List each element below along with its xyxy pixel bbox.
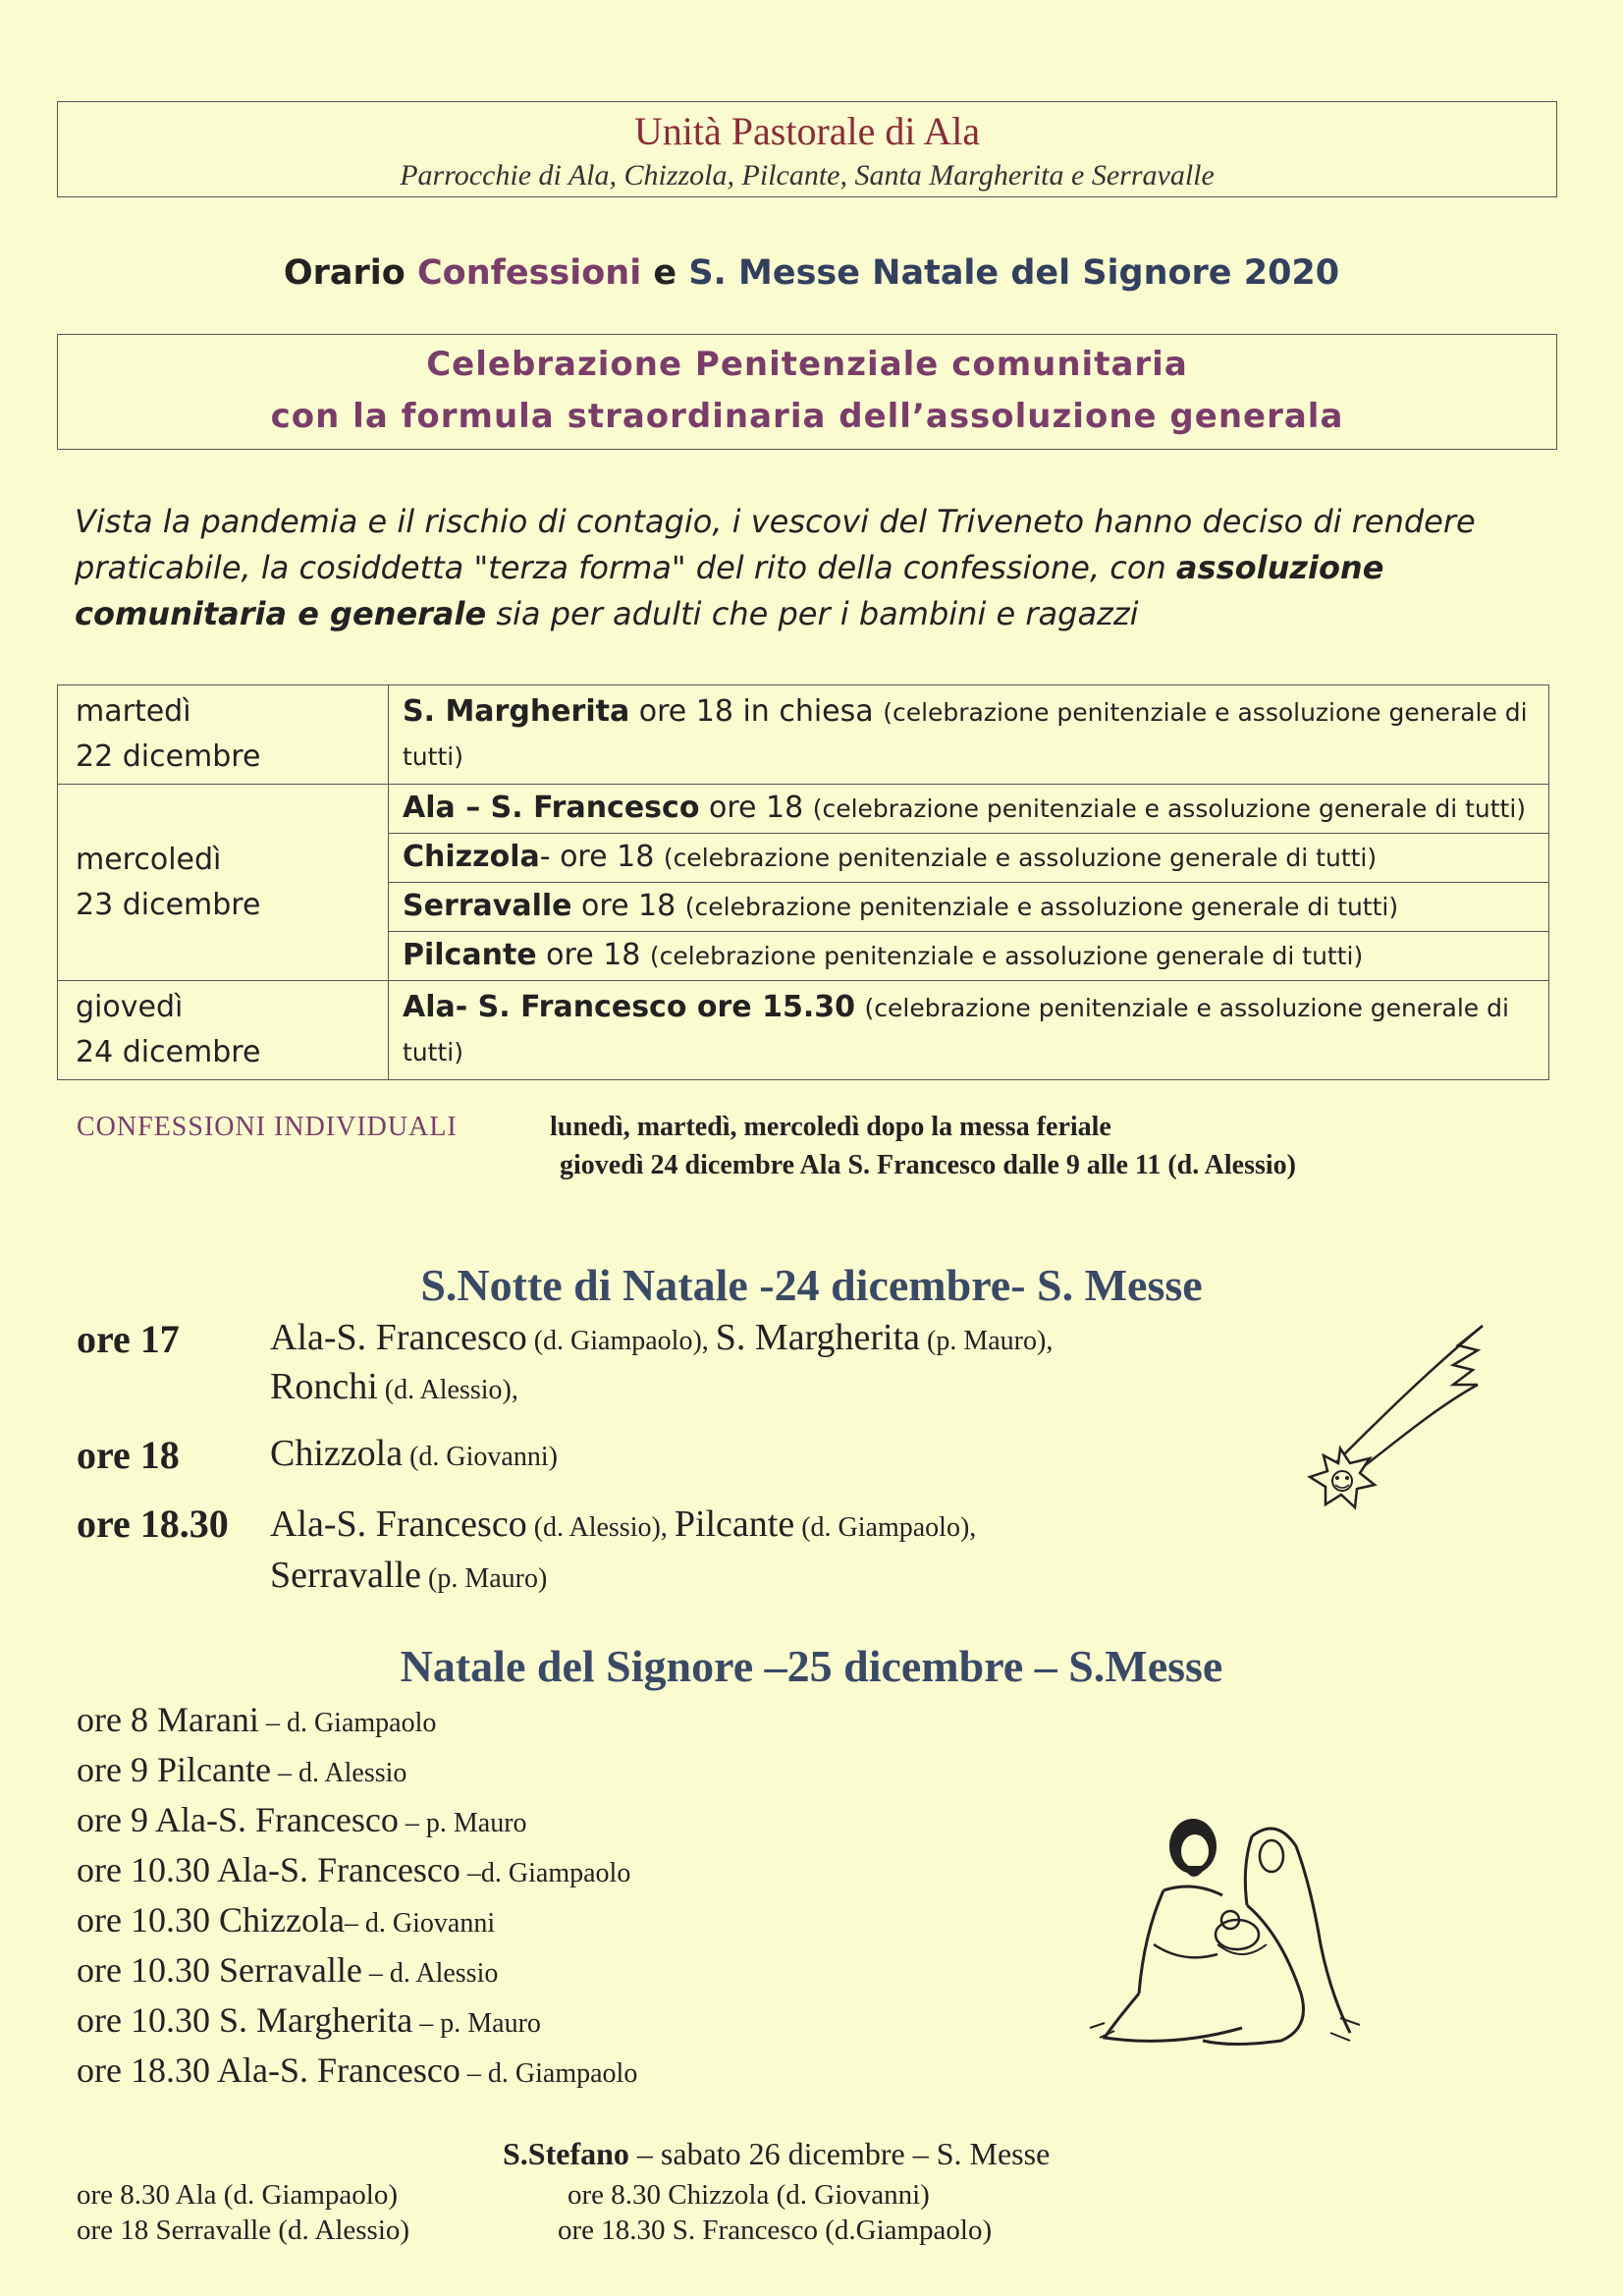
notte-hour-1830: ore 18.30 bbox=[77, 1502, 229, 1546]
natale-title: Natale del Signore –25 dicembre – S.Messe bbox=[400, 1641, 1223, 1691]
event-place: Chizzola bbox=[403, 840, 540, 874]
mass-priest: (d. Alessio), bbox=[526, 1512, 675, 1543]
header-title: Unità Pastorale di Ala bbox=[633, 109, 981, 153]
stefano-right-2: ore 18.30 S. Francesco (d.Giampaolo) bbox=[558, 2214, 993, 2246]
natale-row-main: ore 10.30 Chizzola bbox=[77, 1900, 345, 1940]
notte-row-18-line1 bbox=[270, 1432, 558, 1475]
natale-row-priest: – d. Alessio bbox=[270, 1758, 407, 1788]
stefano-left-1: ore 8.30 Ala (d. Giampaolo) bbox=[77, 2179, 398, 2211]
event-cell bbox=[389, 685, 1549, 785]
notte-hour-17: ore 17 bbox=[77, 1317, 180, 1361]
event-cell bbox=[389, 883, 1549, 932]
notte-row-17-line2 bbox=[270, 1365, 518, 1408]
confessioni-line2: giovedì 24 dicembre Ala S. Francesco dalle 9 alle 11 (d. Alessio) bbox=[560, 1150, 1296, 1180]
comet-star-icon bbox=[1296, 1316, 1492, 1522]
event-note: (celebrazione penitenziale e assoluzione generale di tutti) bbox=[663, 844, 1378, 872]
natale-row bbox=[77, 1799, 527, 1840]
event-place: Ala- S. Francesco ore 15.30 bbox=[403, 990, 855, 1024]
natale-row-priest: – p. Mauro bbox=[398, 1808, 527, 1838]
day-name: martedì bbox=[76, 694, 191, 729]
notte-row-1830-line2 bbox=[270, 1554, 547, 1597]
day-date: 24 dicembre bbox=[76, 1035, 261, 1069]
event-place: S. Margherita bbox=[403, 694, 630, 729]
stefano-left-2: ore 18 Serravalle (d. Alessio) bbox=[77, 2214, 410, 2246]
event-place: Pilcante bbox=[403, 938, 537, 972]
notte-row-1830-line1 bbox=[270, 1503, 976, 1546]
event-cell bbox=[389, 981, 1549, 1080]
day-name: giovedì bbox=[76, 990, 184, 1024]
stefano-title-bold: S.Stefano bbox=[503, 2136, 629, 2171]
mass-place: Serravalle bbox=[270, 1555, 422, 1596]
stefano-right-1: ore 8.30 Chizzola (d. Giovanni) bbox=[568, 2179, 930, 2211]
natale-row bbox=[77, 1849, 630, 1890]
natale-row-main: ore 10.30 S. Margherita bbox=[77, 2000, 413, 2040]
event-hour: - ore 18 bbox=[539, 840, 664, 874]
event-cell bbox=[389, 932, 1549, 981]
event-hour: ore 18 bbox=[536, 938, 650, 972]
event-note: (celebrazione penitenziale e assoluzione generale di tutti) bbox=[403, 994, 1509, 1066]
mass-place: Chizzola bbox=[270, 1433, 404, 1474]
natale-row-priest: – d. Giampaolo bbox=[460, 2058, 638, 2089]
confessioni-label: CONFESSIONI INDIVIDUALI bbox=[77, 1112, 458, 1142]
event-note: (celebrazione penitenziale e assoluzione generale di tutti) bbox=[812, 794, 1527, 823]
mass-place: Ronchi bbox=[270, 1366, 378, 1407]
natale-row bbox=[77, 1899, 495, 1941]
main-title-part1: Orario bbox=[283, 253, 417, 293]
natale-row-main: ore 10.30 Ala-S. Francesco bbox=[77, 1850, 460, 1889]
intro-text1: Vista la pandemia e il rischio di contagio, i vescovi del Triveneto hanno deciso di rendere praticabile, la cosiddetta "terza forma" del rito della confessione, con bbox=[75, 503, 1476, 586]
day-name: mercoledì bbox=[76, 842, 222, 877]
notte-title: S.Notte di Natale -24 dicembre- S. Messe bbox=[420, 1260, 1203, 1310]
event-hour: ore 18 in chiesa bbox=[629, 694, 884, 729]
natale-row bbox=[77, 2050, 637, 2091]
natale-row bbox=[77, 1749, 406, 1790]
main-title-part3: e bbox=[641, 253, 689, 293]
celebration-line2: con la formula straordinaria dell’assoluzione generala bbox=[270, 397, 1344, 436]
natale-row-priest: – d. Giovanni bbox=[344, 1908, 496, 1939]
event-hour: ore 18 bbox=[699, 791, 813, 825]
intro-text2: sia per adulti che per i bambini e ragazzi bbox=[486, 595, 1139, 632]
event-place: Ala – S. Francesco bbox=[403, 791, 700, 825]
intro-bold: assoluzione comunitaria e generale bbox=[75, 549, 1384, 632]
event-cell bbox=[389, 834, 1549, 883]
main-title bbox=[0, 253, 1623, 293]
natale-row-main: ore 9 Pilcante bbox=[77, 1750, 271, 1789]
penitential-table bbox=[57, 684, 1549, 1080]
stefano-title-rest: – sabato 26 dicembre – S. Messe bbox=[628, 2136, 1051, 2171]
natale-row-main: ore 10.30 Serravalle bbox=[77, 1950, 362, 1990]
celebration-line1: Celebrazione Penitenziale comunitaria bbox=[426, 345, 1188, 384]
natale-row-main: ore 8 Marani bbox=[77, 1700, 259, 1739]
event-hour: ore 18 bbox=[571, 889, 685, 923]
mass-priest: (p. Mauro) bbox=[421, 1563, 548, 1594]
day-cell bbox=[58, 785, 389, 981]
event-note: (celebrazione penitenziale e assoluzione generale di tutti) bbox=[649, 942, 1364, 970]
day-date: 23 dicembre bbox=[76, 887, 261, 922]
confessioni-line1: lunedì, martedì, mercoledì dopo la messa feriale bbox=[550, 1112, 1111, 1142]
event-note: (celebrazione penitenziale e assoluzione generale di tutti) bbox=[403, 698, 1528, 771]
main-title-part2: Confessioni bbox=[416, 253, 642, 293]
notte-row-17-line1 bbox=[270, 1316, 1053, 1359]
celebration-box bbox=[57, 334, 1557, 450]
mass-priest: (p. Mauro), bbox=[920, 1326, 1054, 1356]
natale-row bbox=[77, 1699, 436, 1740]
header-subtitle: Parrocchie di Ala, Chizzola, Pilcante, Santa Margherita e Serravalle bbox=[400, 159, 1215, 191]
stefano-title bbox=[503, 2136, 1050, 2172]
mass-priest: (d. Giovanni) bbox=[403, 1442, 558, 1472]
day-cell bbox=[58, 685, 389, 785]
day-date: 22 dicembre bbox=[76, 739, 261, 774]
natale-row-priest: – p. Mauro bbox=[412, 2008, 541, 2039]
table-row bbox=[58, 981, 1549, 1080]
event-cell bbox=[389, 785, 1549, 834]
event-note: (celebrazione penitenziale e assoluzione generale di tutti) bbox=[684, 893, 1399, 921]
mass-priest: (d. Giampaolo), bbox=[526, 1326, 716, 1356]
mass-priest: (d. Alessio), bbox=[377, 1375, 518, 1405]
table-row bbox=[58, 785, 1549, 834]
natale-row bbox=[77, 1949, 498, 1991]
mass-place: Pilcante bbox=[674, 1503, 795, 1545]
natale-row-priest: –d. Giampaolo bbox=[460, 1858, 631, 1888]
day-cell bbox=[58, 981, 389, 1080]
mass-place: S. Margherita bbox=[715, 1317, 921, 1358]
natale-row-main: ore 18.30 Ala-S. Francesco bbox=[77, 2050, 460, 2090]
event-place: Serravalle bbox=[403, 889, 572, 923]
natale-row-main: ore 9 Ala-S. Francesco bbox=[77, 1800, 399, 1839]
event-hour bbox=[855, 990, 865, 1024]
mass-priest: (d. Giampaolo), bbox=[794, 1512, 977, 1543]
natale-row-priest: – d. Giampaolo bbox=[258, 1708, 437, 1738]
table-row bbox=[58, 685, 1549, 785]
mass-place: Ala-S. Francesco bbox=[270, 1317, 527, 1358]
intro-paragraph bbox=[75, 499, 1547, 637]
natale-row bbox=[77, 1999, 541, 2041]
main-title-part4: S. Messe Natale del Signore 2020 bbox=[688, 253, 1340, 293]
mass-place: Ala-S. Francesco bbox=[270, 1503, 527, 1545]
header-box bbox=[57, 101, 1557, 197]
holy-family-icon bbox=[1085, 1797, 1370, 2052]
notte-hour-18: ore 18 bbox=[77, 1433, 180, 1477]
natale-row-priest: – d. Alessio bbox=[361, 1958, 499, 1989]
